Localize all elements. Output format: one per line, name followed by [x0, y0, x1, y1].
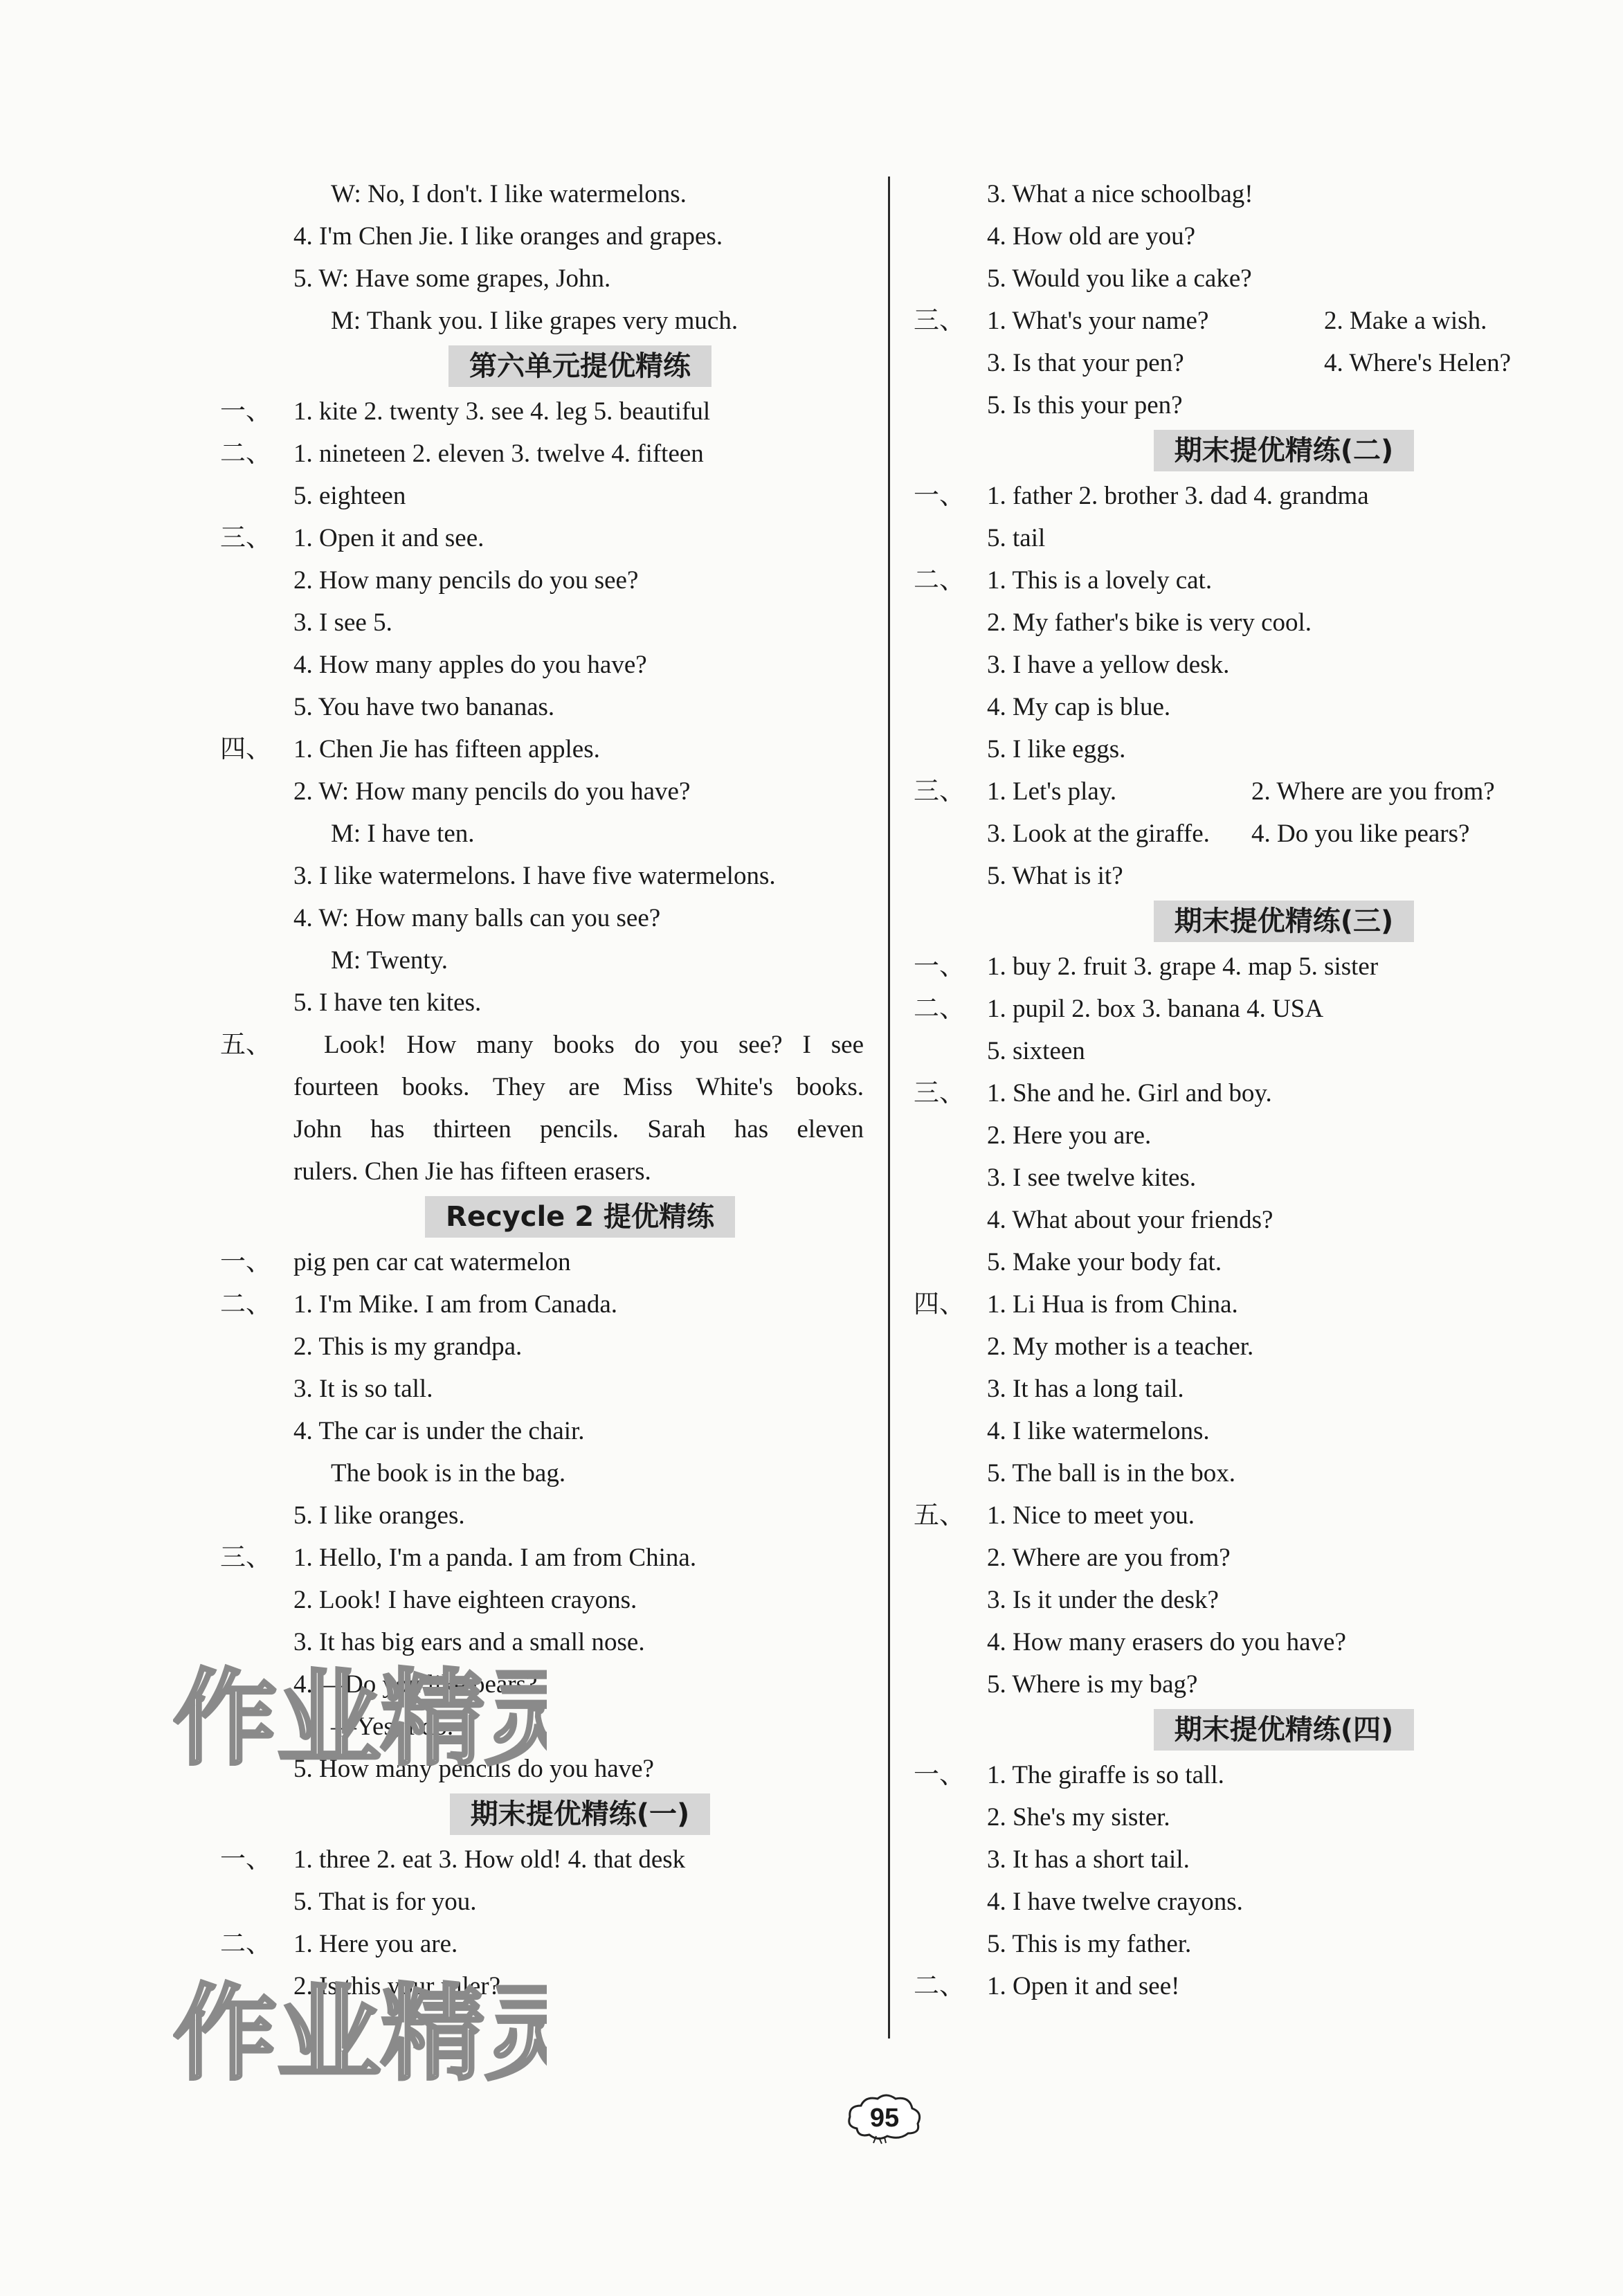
answer-line: 5. sixteen: [987, 1037, 1085, 1065]
answer-line: [914, 559, 1557, 602]
passage-word: books.: [796, 1073, 864, 1101]
answer-line: 2. Is this your ruler?: [293, 1972, 501, 2000]
question-number: 四、: [914, 1290, 965, 1319]
passage-line: [293, 1024, 864, 1066]
answer-text: 1. I'm Mike. I am from Canada.: [293, 1290, 618, 1319]
passage-word: has: [370, 1115, 405, 1144]
answer-line: 2. This is my grandpa.: [293, 1332, 523, 1361]
answer-text: 1. The giraffe is so tall.: [987, 1761, 1224, 1789]
section-heading: [220, 1193, 864, 1241]
answer-line: 2. She's my sister.: [987, 1803, 1170, 1832]
answer-line: 4. I'm Chen Jie. I like oranges and grapes.: [293, 222, 723, 251]
passage-word: White's: [696, 1073, 773, 1101]
answer-text: 1. Li Hua is from China.: [987, 1290, 1238, 1319]
section-heading: [220, 1790, 864, 1838]
answer-text: 1. pupil 2. box 3. banana 4. USA: [987, 995, 1324, 1023]
answer-text: 1. Nice to meet you.: [987, 1501, 1195, 1530]
passage-word: has: [734, 1115, 769, 1144]
answer-line: 4. W: How many balls can you see?: [293, 904, 661, 932]
answer-line: [914, 1965, 1557, 2007]
question-number: 二、: [220, 440, 271, 468]
passage-word: do: [634, 1031, 660, 1059]
question-number: 一、: [220, 1845, 271, 1874]
answer-text: 4. Do you like pears?: [1251, 820, 1470, 848]
answer-line: [220, 1241, 864, 1283]
answer-text: 2. Make a wish.: [1324, 307, 1487, 335]
answer-line: 5. eighteen: [293, 482, 406, 510]
answer-line: 3. Is it under the desk?: [987, 1586, 1219, 1614]
section-title: Recycle 2 提优精练: [425, 1196, 735, 1238]
answer-line: 5. Where is my bag?: [987, 1670, 1198, 1699]
answer-line: [220, 1024, 864, 1066]
question-number: 三、: [914, 307, 965, 335]
question-number: 一、: [220, 1248, 271, 1276]
right-column: [914, 173, 1557, 2007]
question-number: 一、: [914, 482, 965, 510]
answer-line: [914, 342, 1557, 384]
passage-word: I: [802, 1031, 811, 1059]
answer-line: 2. W: How many pencils do you have?: [293, 777, 691, 806]
answer-line: 4. How many erasers do you have?: [987, 1628, 1346, 1656]
passage-word: Look!: [324, 1031, 387, 1059]
answer-line: [220, 728, 864, 770]
answer-line: 3. What a nice schoolbag!: [987, 180, 1253, 208]
passage-word: pencils.: [540, 1115, 619, 1144]
answer-text: 1. This is a lovely cat.: [987, 566, 1213, 595]
answer-line: 5. W: Have some grapes, John.: [293, 264, 611, 293]
section-title: 期末提优精练(一): [450, 1793, 711, 1835]
answer-line: [220, 390, 864, 433]
answer-line: 3. I see twelve kites.: [987, 1164, 1197, 1192]
section-title: 期末提优精练(二): [1154, 430, 1415, 471]
passage-word: see?: [738, 1031, 783, 1059]
passage-word: John: [293, 1115, 342, 1144]
answer-line: 5. I like eggs.: [987, 735, 1126, 763]
column-divider: [888, 177, 890, 2039]
answer-line: 5. That is for you.: [293, 1888, 477, 1916]
answer-text: 1. What's your name?: [987, 307, 1209, 335]
answer-line: 3. It is so tall.: [293, 1375, 433, 1403]
answer-line: 3. It has big ears and a small nose.: [293, 1628, 645, 1656]
answer-line: 5. The ball is in the box.: [987, 1459, 1235, 1488]
question-number: 一、: [220, 397, 271, 426]
answer-line: W: No, I don't. I like watermelons.: [331, 180, 687, 208]
answer-text: 1. three 2. eat 3. How old! 4. that desk: [293, 1845, 686, 1874]
answer-text: 1. She and he. Girl and boy.: [987, 1079, 1272, 1108]
section-heading: [220, 342, 864, 390]
answer-line: 5. Is this your pen?: [987, 391, 1183, 419]
answer-line: 2. How many pencils do you see?: [293, 566, 639, 595]
page-number-badge: [843, 2090, 926, 2146]
answer-line: 3. I have a yellow desk.: [987, 651, 1230, 679]
passage-word: Sarah: [647, 1115, 706, 1144]
answer-line: 4. How many apples do you have?: [293, 651, 647, 679]
watermark: [173, 1658, 547, 1775]
question-number: 三、: [914, 1079, 965, 1108]
answer-text: 1. buy 2. fruit 3. grape 4. map 5. sister: [987, 952, 1379, 981]
answer-line: [220, 1283, 864, 1326]
question-number: 二、: [220, 1290, 271, 1319]
question-number: 二、: [914, 995, 965, 1023]
answer-text: 1. Open it and see!: [987, 1972, 1180, 2000]
answer-line: The book is in the bag.: [331, 1459, 566, 1488]
answer-line: 5. I have ten kites.: [293, 988, 482, 1017]
answer-line: [914, 300, 1557, 342]
question-number: 五、: [220, 1031, 271, 1059]
passage-line: rulers. Chen Jie has fifteen erasers.: [293, 1157, 651, 1186]
answer-line: 5. tail: [987, 524, 1046, 552]
svg-text:作业精灵: 作业精灵: [173, 1974, 547, 2090]
question-number: 三、: [914, 777, 965, 806]
question-number: 二、: [914, 1972, 965, 2000]
answer-line: [914, 946, 1557, 988]
answer-line: [914, 1494, 1557, 1537]
answer-text: 2. Where are you from?: [1251, 777, 1495, 806]
passage-word: How: [406, 1031, 457, 1059]
answer-line: 3. It has a long tail.: [987, 1375, 1184, 1403]
question-number: 三、: [220, 1544, 271, 1572]
page-number: 95: [869, 2103, 900, 2133]
answer-line: [914, 1754, 1557, 1796]
passage-word: books: [553, 1031, 615, 1059]
section-title: 期末提优精练(三): [1154, 901, 1415, 942]
watermark-logo: [173, 1658, 547, 1775]
answer-line: 4. What about your friends?: [987, 1206, 1273, 1234]
answer-line: 2. Look! I have eighteen crayons.: [293, 1586, 637, 1614]
answer-text: 3. Look at the giraffe.: [987, 820, 1210, 848]
answer-line: 3. It has a short tail.: [987, 1845, 1190, 1874]
answer-line: [914, 475, 1557, 517]
section-title: 第六单元提优精练: [448, 345, 711, 387]
svg-text:作业精灵: 作业精灵: [173, 1659, 547, 1775]
question-number: 二、: [220, 1930, 271, 1958]
answer-line: [220, 1838, 864, 1881]
question-number: 四、: [220, 735, 271, 763]
answer-text: 1. Chen Jie has fifteen apples.: [293, 735, 600, 763]
answer-line: M: Twenty.: [331, 946, 448, 975]
answer-text: 4. Where's Helen?: [1324, 349, 1512, 377]
answer-line: 3. I see 5.: [293, 608, 392, 637]
watermark: [173, 1973, 547, 2090]
answer-line: [220, 1537, 864, 1579]
answer-line: [220, 1923, 864, 1965]
answer-line: [220, 433, 864, 475]
passage-word: books.: [401, 1073, 470, 1101]
answer-line: 3. I like watermelons. I have five watermelons.: [293, 862, 776, 890]
passage-word: are: [568, 1073, 600, 1101]
answer-text: 1. nineteen 2. eleven 3. twelve 4. fifteen: [293, 440, 704, 468]
answer-text: 1. Here you are.: [293, 1930, 458, 1958]
passage-line: [220, 1066, 864, 1108]
answer-text: 3. Is that your pen?: [987, 349, 1184, 377]
answer-line: 2. Here you are.: [987, 1121, 1152, 1150]
passage-word: Miss: [622, 1073, 673, 1101]
answer-line: 5. What is it?: [987, 862, 1123, 890]
passage-word: you: [680, 1031, 719, 1059]
answer-text: 1. kite 2. twenty 3. see 4. leg 5. beautiful: [293, 397, 711, 426]
passage-word: thirteen: [433, 1115, 511, 1144]
answer-line: 5. Make your body fat.: [987, 1248, 1222, 1276]
answer-text: pig pen car cat watermelon: [293, 1248, 571, 1276]
answer-line: [914, 1072, 1557, 1114]
answer-text: 1. father 2. brother 3. dad 4. grandma: [987, 482, 1369, 510]
answer-text: 1. Hello, I'm a panda. I am from China.: [293, 1544, 697, 1572]
question-number: 五、: [914, 1501, 965, 1530]
section-heading: [914, 1706, 1557, 1754]
answer-text: 1. Let's play.: [987, 777, 1117, 806]
section-heading: [914, 897, 1557, 946]
question-number: 二、: [914, 566, 965, 595]
answer-line: 4. I like watermelons.: [987, 1417, 1210, 1445]
answer-line: 5. How many pencils do you have?: [293, 1755, 654, 1783]
answer-line: 4. My cap is blue.: [987, 693, 1171, 721]
answer-line: 4. I have twelve crayons.: [987, 1888, 1243, 1916]
section-heading: [914, 426, 1557, 475]
answer-line: M: Thank you. I like grapes very much.: [331, 307, 738, 335]
question-number: 一、: [914, 952, 965, 981]
answer-line: [914, 988, 1557, 1030]
answer-line: 5. You have two bananas.: [293, 693, 555, 721]
answer-line: 4. How old are you?: [987, 222, 1196, 251]
answer-line: 5. This is my father.: [987, 1930, 1192, 1958]
passage-word: They: [492, 1073, 545, 1101]
answer-line: M: I have ten.: [331, 820, 475, 848]
answer-line: 2. My mother is a teacher.: [987, 1332, 1254, 1361]
passage-line: [220, 1108, 864, 1150]
question-number: 三、: [220, 524, 271, 552]
passage-word: eleven: [797, 1115, 864, 1144]
answer-text: 1. Open it and see.: [293, 524, 484, 552]
answer-line: —Yes, I do.: [331, 1712, 454, 1741]
answer-line: [914, 770, 1557, 813]
answer-line: 4. —Do you like pears?: [293, 1670, 538, 1699]
passage-word: see: [831, 1031, 864, 1059]
answer-line: [914, 1283, 1557, 1326]
passage-word: many: [476, 1031, 534, 1059]
answer-line: [914, 813, 1557, 855]
section-title: 期末提优精练(四): [1154, 1709, 1415, 1751]
answer-line: 2. Where are you from?: [987, 1544, 1231, 1572]
answer-line: 2. My father's bike is very cool.: [987, 608, 1312, 637]
passage-word: fourteen: [293, 1073, 379, 1101]
question-number: 一、: [914, 1761, 965, 1789]
answer-line: 5. I like oranges.: [293, 1501, 465, 1530]
answer-line: [220, 517, 864, 559]
answer-line: 5. Would you like a cake?: [987, 264, 1252, 293]
watermark-logo: [173, 1973, 547, 2090]
answer-line: 4. The car is under the chair.: [293, 1417, 585, 1445]
